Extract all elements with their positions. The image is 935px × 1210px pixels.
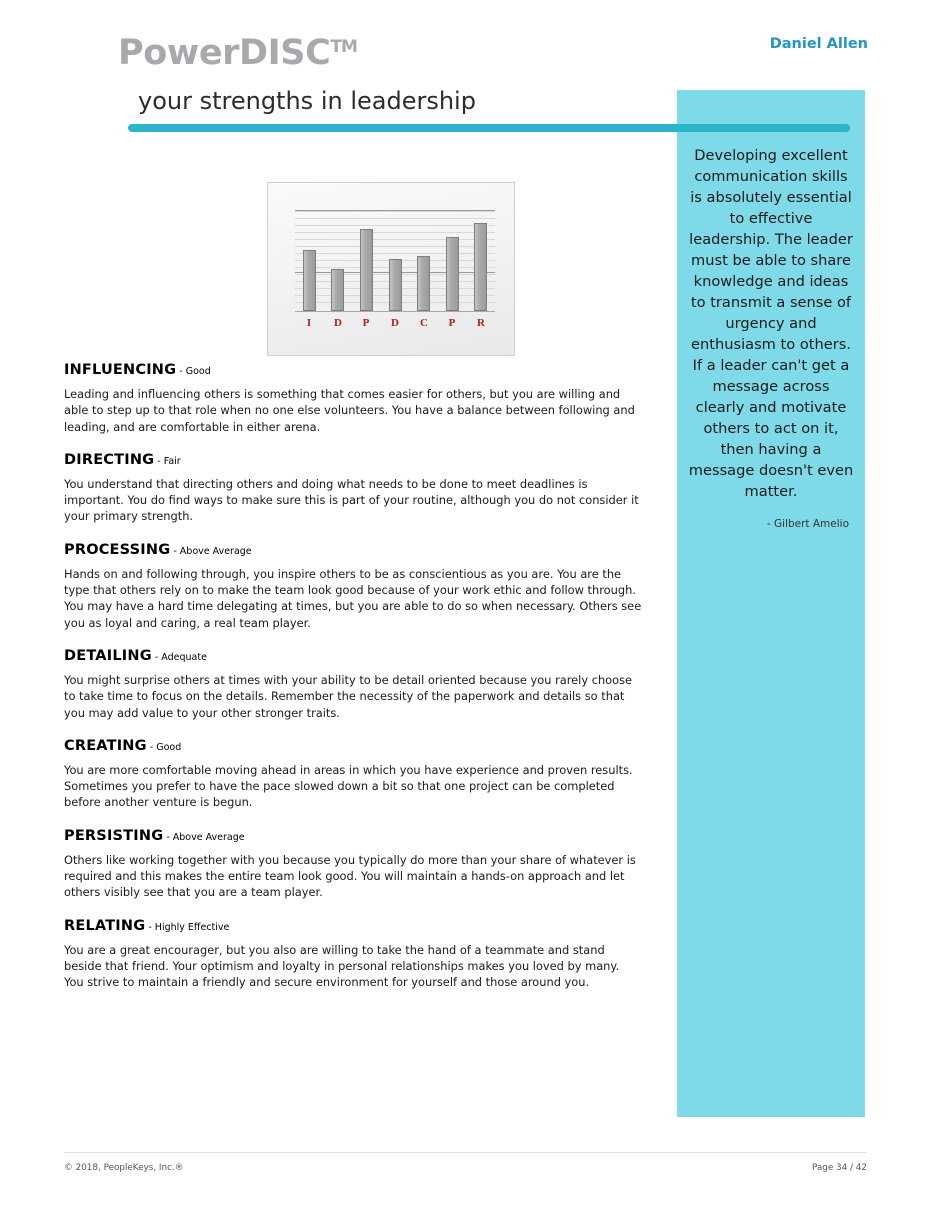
strength-section [64,542,642,631]
chart-bar [389,259,402,311]
strength-section [64,452,642,525]
chart-axis-label: C [420,317,428,329]
footer-page-number: Page 34 / 42 [811,1163,867,1173]
strength-description: Hands on and following through, you inspire others to be as conscientious as you are. You are the type that others rely on to make the team look good because of your work ethic and follow through. You may have a hard time delegating at times, but you are able to do so when necessary. Others see you as loyal and caring, a real team player. [64,566,642,630]
strength-description: You are a great encourager, but you also are willing to take the hand of a teammate and stand beside that friend. Your optimism and loyalty in personal relationships makes you loved by many. You strive to maintain a friendly and secure environment for yourself and those around you. [64,942,620,990]
chart-gridline [295,232,495,233]
strength-description: You are more comfortable moving ahead in areas in which you have experience and proven results. Sometimes you prefer to have the pace slowed down a bit so that one project can be completed before another venture is begun. [64,762,633,810]
header-divider-rule [128,124,850,132]
footer-copyright: © 2018, PeopleKeys, Inc.® [64,1163,184,1173]
strength-section-heading [64,738,642,754]
chart-bar [360,229,373,311]
quote-sidebar [677,90,865,1117]
strength-section [64,738,642,811]
chart-bar [331,269,344,311]
chart-gridline [295,211,495,212]
strength-rating: - Adequate [151,651,207,663]
chart-bar [474,223,487,311]
strength-title: PERSISTING [64,827,164,844]
page-title [118,33,357,73]
strength-title: DETAILING [64,647,152,664]
strength-description: Leading and influencing others is something that comes easier for others, but you are willing and able to step up to that role when no one else volunteers. You have a balance between following and leading, and are comfortable in either arena. [64,387,635,434]
powerdisc-bar-chart [267,182,515,356]
chart-axis-label: D [334,317,342,329]
strength-section-heading [64,828,642,844]
strength-title: CREATING [64,737,147,754]
strength-title: INFLUENCING [64,362,177,378]
chart-axis-label: I [306,317,312,329]
strength-section [64,648,642,721]
chart-gridline-major [295,210,495,211]
chart-bar [303,250,316,311]
chart-axis-label: P [362,317,370,329]
chart-axis-label: P [448,317,456,329]
chart-axis-label: D [391,317,399,329]
strength-title: DIRECTING [64,451,155,468]
strength-description: Others like working together with you because you typically do more than your share of whatever is required and this makes the entire team look good. You will maintain a hands-on approach and let others visibly see that you are a team player. [64,852,636,900]
chart-gridline [295,239,495,240]
trademark-symbol: TM [330,37,357,57]
brand-name: PowerDISC [118,33,331,73]
strength-title: RELATING [64,917,146,934]
page-subtitle: your strengths in leadership [138,87,476,115]
chart-gridline [295,246,495,247]
strength-section-heading [64,648,642,664]
strength-section-heading [64,452,642,468]
chart-gridline [295,225,495,226]
chart-baseline-axis [295,311,495,312]
quote-text: Developing excellent communication skills is absolutely essential to effective leadership. The leader must be able to share knowledge and ideas to transmit a sense of urgency and enthusiasm to others. If a leader can't get a message across clearly and motivate others to act on it, then having a message doesn't even matter. [688,147,854,500]
strength-rating: - Good [146,741,182,753]
strength-section [64,918,642,991]
strength-description: You understand that directing others and doing what needs to be done to meet deadlines is important. You do find ways to make sure this is part of your routine, although you do not consider it your primary strength. [64,476,639,524]
footer-divider [64,1152,867,1153]
strengths-sections [64,362,642,1008]
strength-section [64,362,642,435]
strength-rating: - Good [176,366,211,377]
strength-title: PROCESSING [64,541,171,558]
chart-gridline [295,218,495,219]
chart-bar [446,237,459,311]
quote-attribution: - Gilbert Amelio [766,518,849,530]
strength-rating: - Above Average [163,831,245,843]
chart-axis-label: R [477,317,485,329]
strength-section-heading [64,918,642,934]
strength-section-heading [64,362,642,378]
strength-rating: - Above Average [170,545,252,557]
chart-plot-area [295,201,495,311]
chart-bar [417,256,430,311]
strength-rating: - Fair [154,455,181,467]
strength-section [64,828,642,901]
user-name-label: Daniel Allen [769,36,868,52]
chart-x-axis-labels [295,317,495,335]
strength-section-heading [64,542,642,558]
strength-rating: - Highly Effective [145,921,230,933]
strength-description: You might surprise others at times with your ability to be detail oriented because you rarely choose to take time to focus on the details. Remember the necessity of the paperwork and details so that you may add value to your other stronger traits. [64,672,633,720]
chart-gridline [295,253,495,254]
